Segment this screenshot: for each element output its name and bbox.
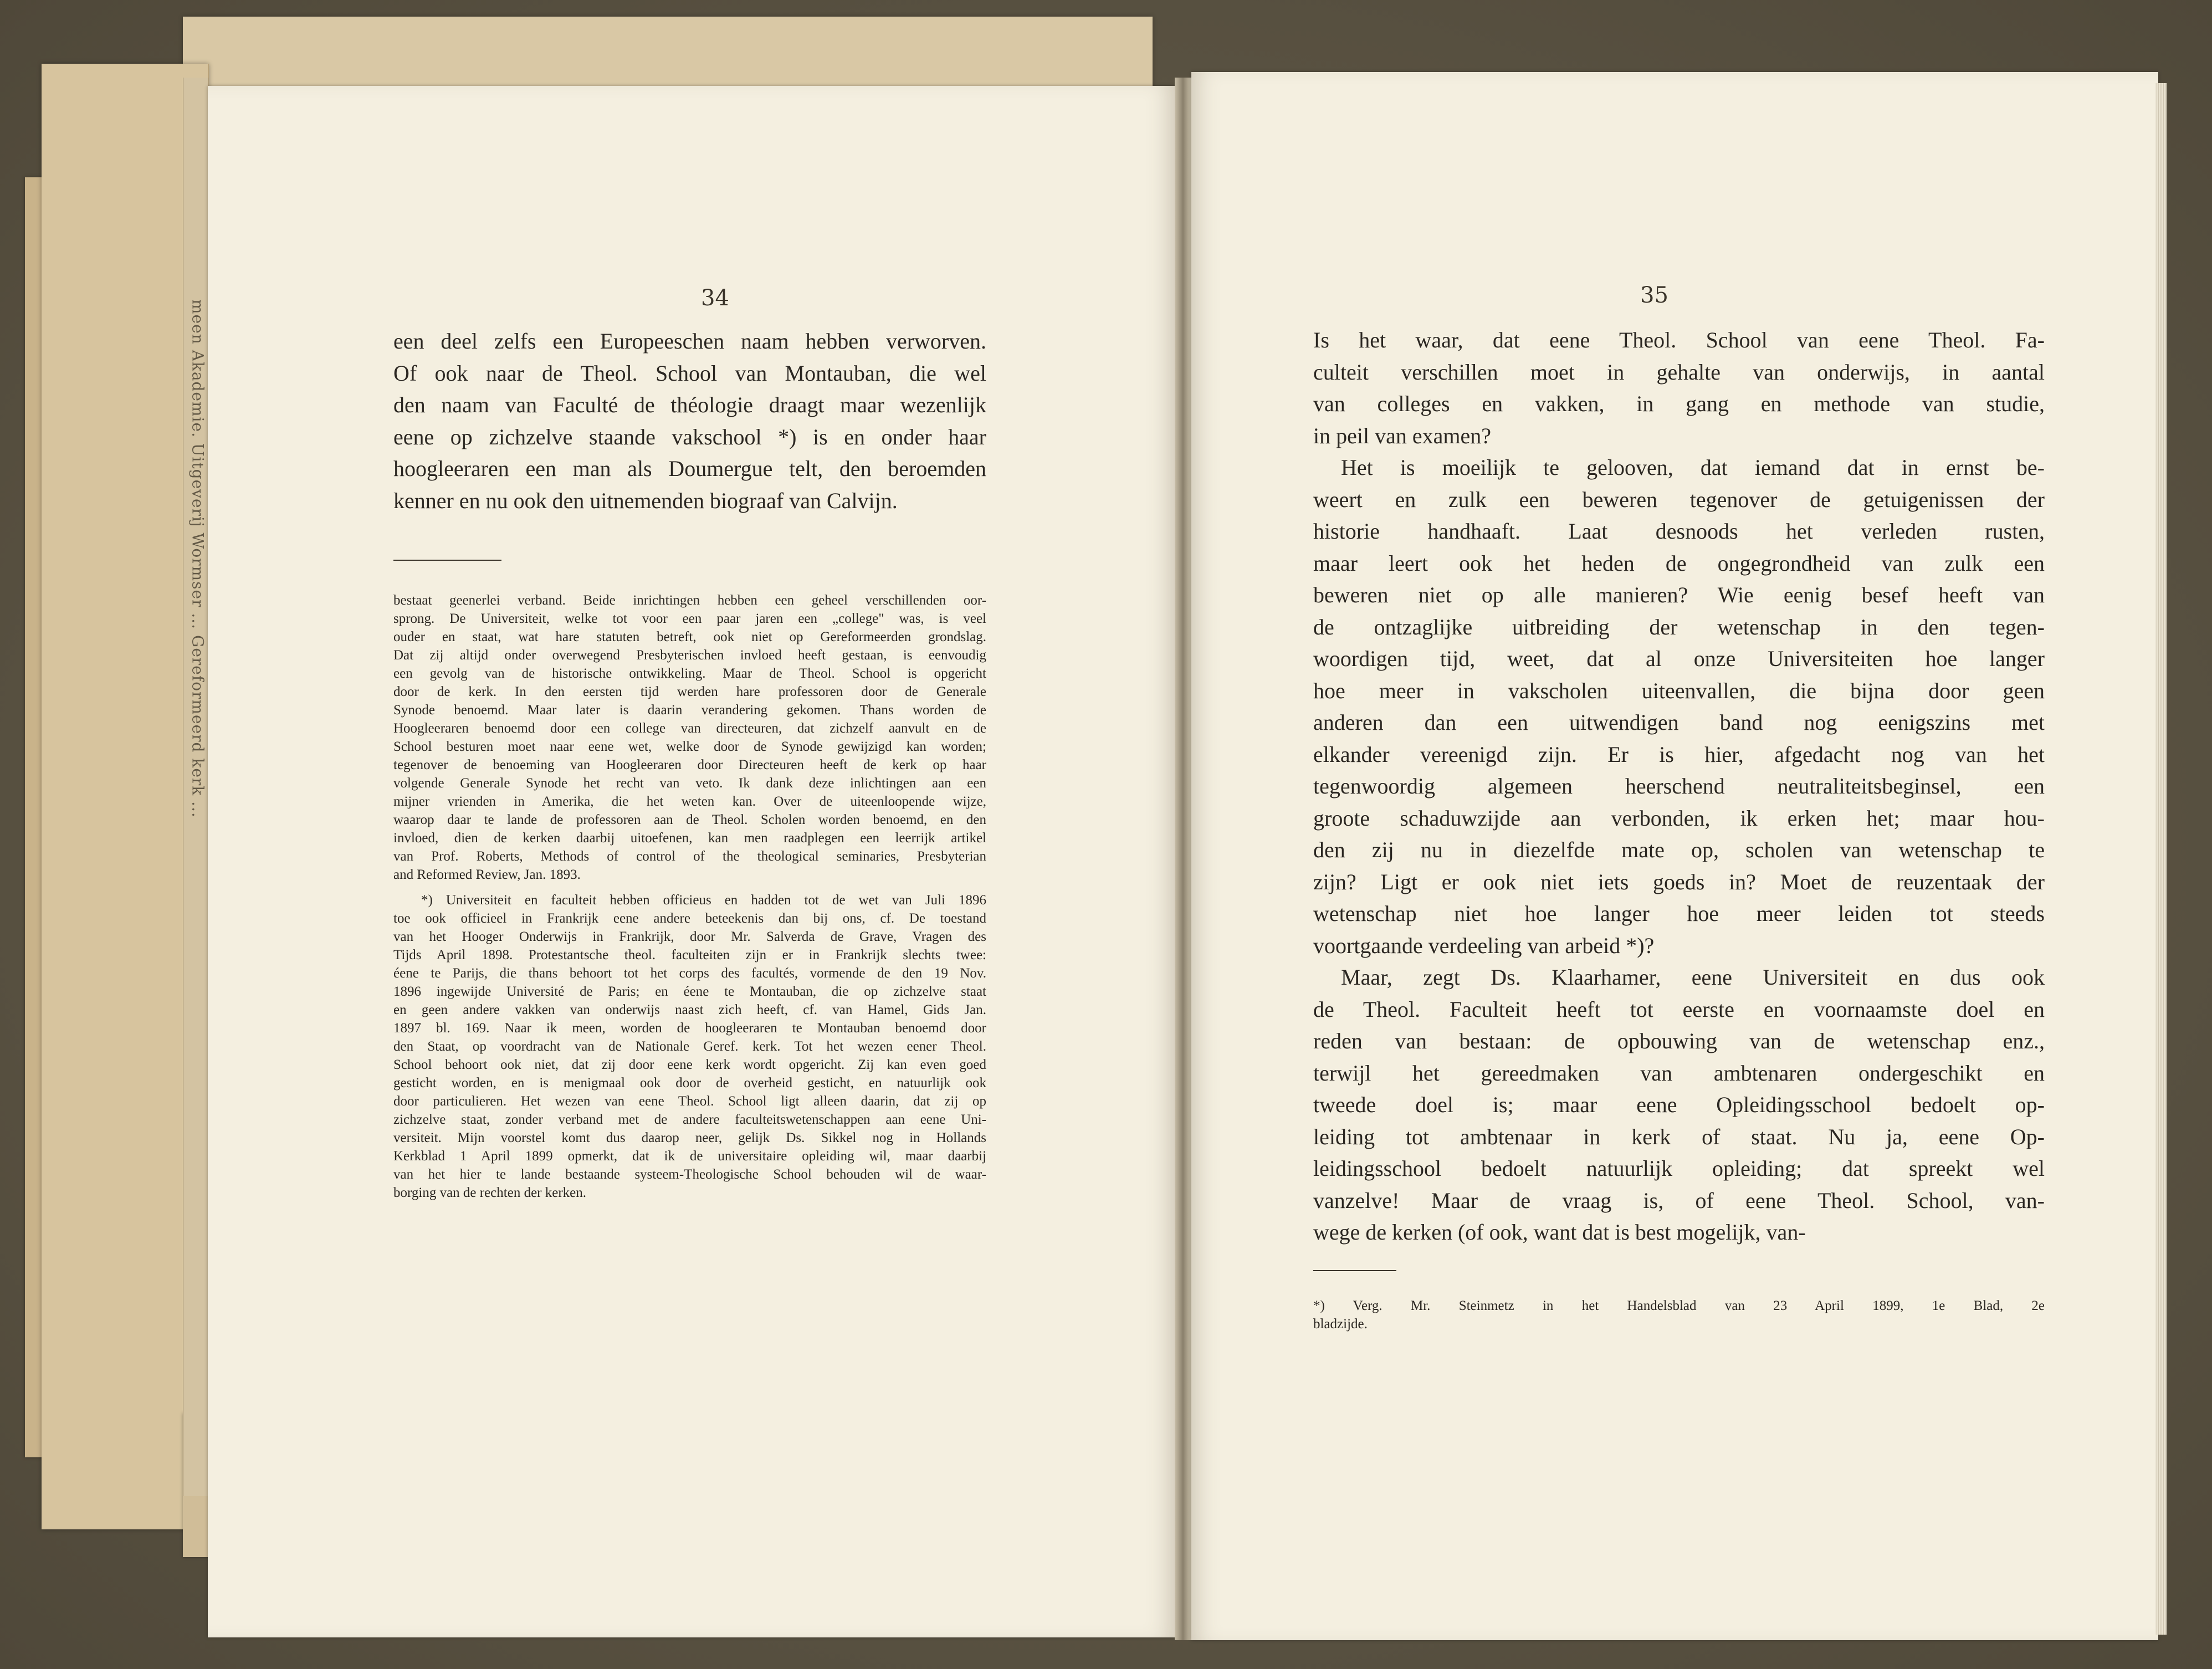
body-text-line: leidingsschool bedoelt natuurlijk opleiding; dat spreekt wel	[1313, 1156, 2045, 1181]
body-text-line: de Theol. Faculteit heeft tot eerste en voornaamste doel en	[1313, 996, 2045, 1022]
body-text	[393, 325, 986, 516]
footnote-line: zichzelve staat, zonder verband met de andere faculteitswetenschappen aan eene Uni-	[393, 1112, 986, 1127]
footnote-line: volgende Generale Synode het recht van veto. Ik dank deze inlichtingen aan een	[393, 776, 986, 791]
footnote-line: School behoort ook niet, dat zij door eene kerk wordt opgericht. Zij kan even goed	[393, 1057, 986, 1072]
page-edge	[2155, 83, 2167, 1635]
footnote-line: en geen andere vakken van onderwijs naast zich heeft, cf. van Hamel, Gids Jan.	[393, 1002, 986, 1017]
body-text-line: hoe meer in vakscholen uiteenvallen, die bijna door geen	[1313, 678, 2045, 703]
footnote-line: door particulieren. Het wezen van eene Theol. School ligt alleen daarin, dat zij op	[393, 1094, 986, 1109]
footnote-line: Tijds April 1898. Protestantsche theol. faculteiten zijn er in Frankrijk slechts twee:	[393, 948, 986, 963]
body-text-line: Het is moeilijk te gelooven, dat iemand dat in ernst be-	[1341, 455, 2045, 480]
footnote-line: van het hier te lande bestaande systeem-Theologische School behouden wil de waar-	[393, 1167, 986, 1182]
footnote-line: tegenover de benoeming van Hoogleeraren door Directeuren heeft de kerk op haar	[393, 757, 986, 772]
footnote-line: bladzijde.	[1313, 1317, 1368, 1332]
footnote-line: van het Hooger Onderwijs in Frankrijk, door Mr. Salverda de Grave, Vragen des	[393, 929, 986, 944]
spine-text: meen Akademie. Uitgeverij Wormser ... Gereformeerd kerk ...	[188, 299, 207, 818]
footnote-line: 1897 bl. 169. Naar ik meen, worden de hoogleeraren te Montauban benoemd door	[393, 1021, 986, 1036]
footnote-line: Hoogleeraren benoemd door een college van directeuren, dat zichzelf aanvult en de	[393, 721, 986, 736]
footnote-line: éene te Parijs, die thans behoort tot het corps des facultés, vormende de den 19 Nov.	[393, 966, 986, 981]
footnote-line: School besturen moet naar eene wet, welke door de Synode gewijzigd kan worden;	[393, 739, 986, 754]
footnote-line: Synode benoemd. Maar later is daarin verandering gekomen. Thans worden de	[393, 703, 986, 718]
body-text-line: elkander vereenigd zijn. Er is hier, afgedacht nog van het	[1313, 741, 2045, 767]
body-text-line: beweren niet op alle manieren? Wie eenig besef heeft van	[1313, 582, 2045, 607]
footnote-line: mijner vrienden in Amerika, die het weten kan. Over de uiteenloopende wijze,	[393, 794, 986, 809]
footnote-line: invloed, dien de kerken daarbij uitoefenen, kan men raadplegen een leerrijk artikel	[393, 831, 986, 846]
body-text-line: een deel zelfs een Europeeschen naam hebben verworven.	[393, 329, 986, 354]
body-text-line: van colleges en vakken, in gang en methode van studie,	[1313, 391, 2045, 416]
footnote-line: een gevolg van de historische ontwikkeling. Maar de Theol. School is opgericht	[393, 666, 986, 681]
body-text-line: eene op zichzelve staande vakschool *) is en onder haar	[393, 424, 986, 449]
body-text-line: maar leert ook het heden de ongegrondheid van zulk een	[1313, 550, 2045, 576]
body-text-line: reden van bestaan: de opbouwing van de wetenschap enz.,	[1313, 1028, 2045, 1053]
footnote-line: Kerkblad 1 April 1899 opmerkt, dat ik de universitaire opleiding wil, maar daarbij	[393, 1149, 986, 1164]
footnote-line: van Prof. Roberts, Methods of control of the theological seminaries, Presbyterian	[393, 849, 986, 864]
footnote-line: toe ook officieel in Frankrijk eene andere beteekenis dan bij ons, cf. De toestand	[393, 911, 986, 926]
footnote-line: bestaat geenerlei verband. Beide inrichtingen hebben een geheel verschillenden oor-	[393, 593, 986, 608]
footnote-line: sprong. De Universiteit, welke tot voor een paar jaren een „college" was, is veel	[393, 611, 986, 626]
body-text-line: tegenwoordig algemeen heerschend neutraliteitsbeginsel, een	[1313, 774, 2045, 798]
body-text-line: Maar, zegt Ds. Klaarhamer, eene Universiteit en dus ook	[1341, 965, 2045, 990]
body-text-line: kenner en nu ook den uitnemenden biograaf van Calvijn.	[393, 488, 898, 513]
body-text-line: culteit verschillen moet in gehalte van onderwijs, in aantal	[1313, 359, 2045, 385]
body-text-line: tweede doel is; maar eene Opleidingsschool bedoelt op-	[1313, 1092, 2045, 1117]
footnote-line: den Staat, op voordracht van de Nationale Geref. kerk. Tot het wezen eener Theol.	[393, 1039, 986, 1054]
body-text-line: historie handhaaft. Laat desnoods het verleden rusten,	[1313, 519, 2045, 544]
body-text-line: vanzelve! Maar de vraag is, of eene Theol. School, van-	[1313, 1187, 2045, 1213]
footnote-block-2	[393, 891, 986, 1202]
footnote-line: *) Verg. Mr. Steinmetz in het Handelsblad van 23 April 1899, 1e Blad, 2e	[1313, 1298, 2045, 1313]
page-number: 34	[701, 285, 729, 311]
body-text-line: in peil van examen?	[1313, 423, 1491, 448]
body-text-line: woordigen tijd, weet, dat al onze Universiteiten hoe langer	[1313, 646, 2045, 671]
body-text-line: den naam van Faculté de théologie draagt maar wezenlijk	[393, 392, 986, 417]
body-text-line: den zij nu in diezelfde mate op, scholen van wetenschap te	[1313, 837, 2045, 862]
body-text-line: leiding tot ambtenaar in kerk of staat. Nu ja, eene Op-	[1313, 1124, 2045, 1149]
footnote-block	[393, 591, 986, 884]
spine-strip	[183, 78, 209, 1496]
footnote-line: *) Universiteit en faculteit hebben officieus en hadden tot de wet van Juli 1896	[421, 893, 986, 908]
left-page	[208, 86, 1175, 1637]
footnote-block	[1313, 1297, 2045, 1333]
body-text	[1313, 324, 2045, 1248]
footnote-line: versiteit. Mijn voorstel komt dus daarop neer, gelijk Ds. Sikkel nog in Hollands	[393, 1130, 986, 1145]
footnote-rule	[1313, 1270, 1396, 1271]
book-gutter	[1175, 78, 1191, 1640]
body-text-line: wetenschap niet hoe langer hoe meer leiden tot steeds	[1313, 901, 2045, 926]
body-text-line: terwijl het gereedmaken van ambtenaren ondergeschikt en	[1313, 1060, 2045, 1086]
page-number: 35	[1640, 283, 1668, 308]
footnote-line: waarop daar te lande de professoren aan de Theol. Scholen worden benoemd, en den	[393, 812, 986, 827]
body-text-line: hoogleeraren een man als Doumergue telt, den beroemden	[393, 456, 986, 481]
footnote-line: borging van de rechten der kerken.	[393, 1185, 587, 1200]
footnote-line: and Reformed Review, Jan. 1893.	[393, 867, 581, 882]
body-text-line: anderen dan een uitwendigen band nog eenigszins met	[1313, 710, 2045, 735]
body-text-line: weert en zulk een beweren tegenover de getuigenissen der	[1313, 487, 2045, 512]
footnote-line: door de kerk. In den eersten tijd werden hare professoren door de Generale	[393, 684, 986, 699]
body-text-line: voortgaande verdeeling van arbeid *)?	[1313, 933, 1655, 958]
right-page	[1191, 72, 2158, 1640]
footnote-line: 1896 ingewijde Université de Paris; en éene te Montauban, die op zichzelve staat	[393, 984, 986, 999]
footnote-line: ouder en staat, wat hare statuten betreft, ook niet op Gereformeerden grondslag.	[393, 629, 986, 644]
body-text-line: groote schaduwzijde aan verbonden, ik erken het; maar hou-	[1313, 805, 2045, 831]
footnote-line: Dat zij altijd onder overwegend Presbyterischen invloed heeft gestaan, is eenvoudig	[393, 648, 986, 663]
footnote-rule	[393, 560, 501, 561]
body-text-line: Is het waar, dat eene Theol. School van eene Theol. Fa-	[1313, 327, 2045, 352]
body-text-line: Of ook naar de Theol. School van Montauban, die wel	[393, 360, 986, 386]
body-text-line: wege de kerken (of ook, want dat is best mogelijk, van-	[1313, 1220, 1806, 1245]
body-text-line: de ontzaglijke uitbreiding der wetenschap in den tegen-	[1313, 614, 2045, 639]
body-text-line: zijn? Ligt er ook niet iets goeds in? Moet de reuzentaak der	[1313, 869, 2045, 894]
footnote-line: gesticht worden, en is menigmaal ook door de overheid gesticht, en natuurlijk ook	[393, 1076, 986, 1091]
